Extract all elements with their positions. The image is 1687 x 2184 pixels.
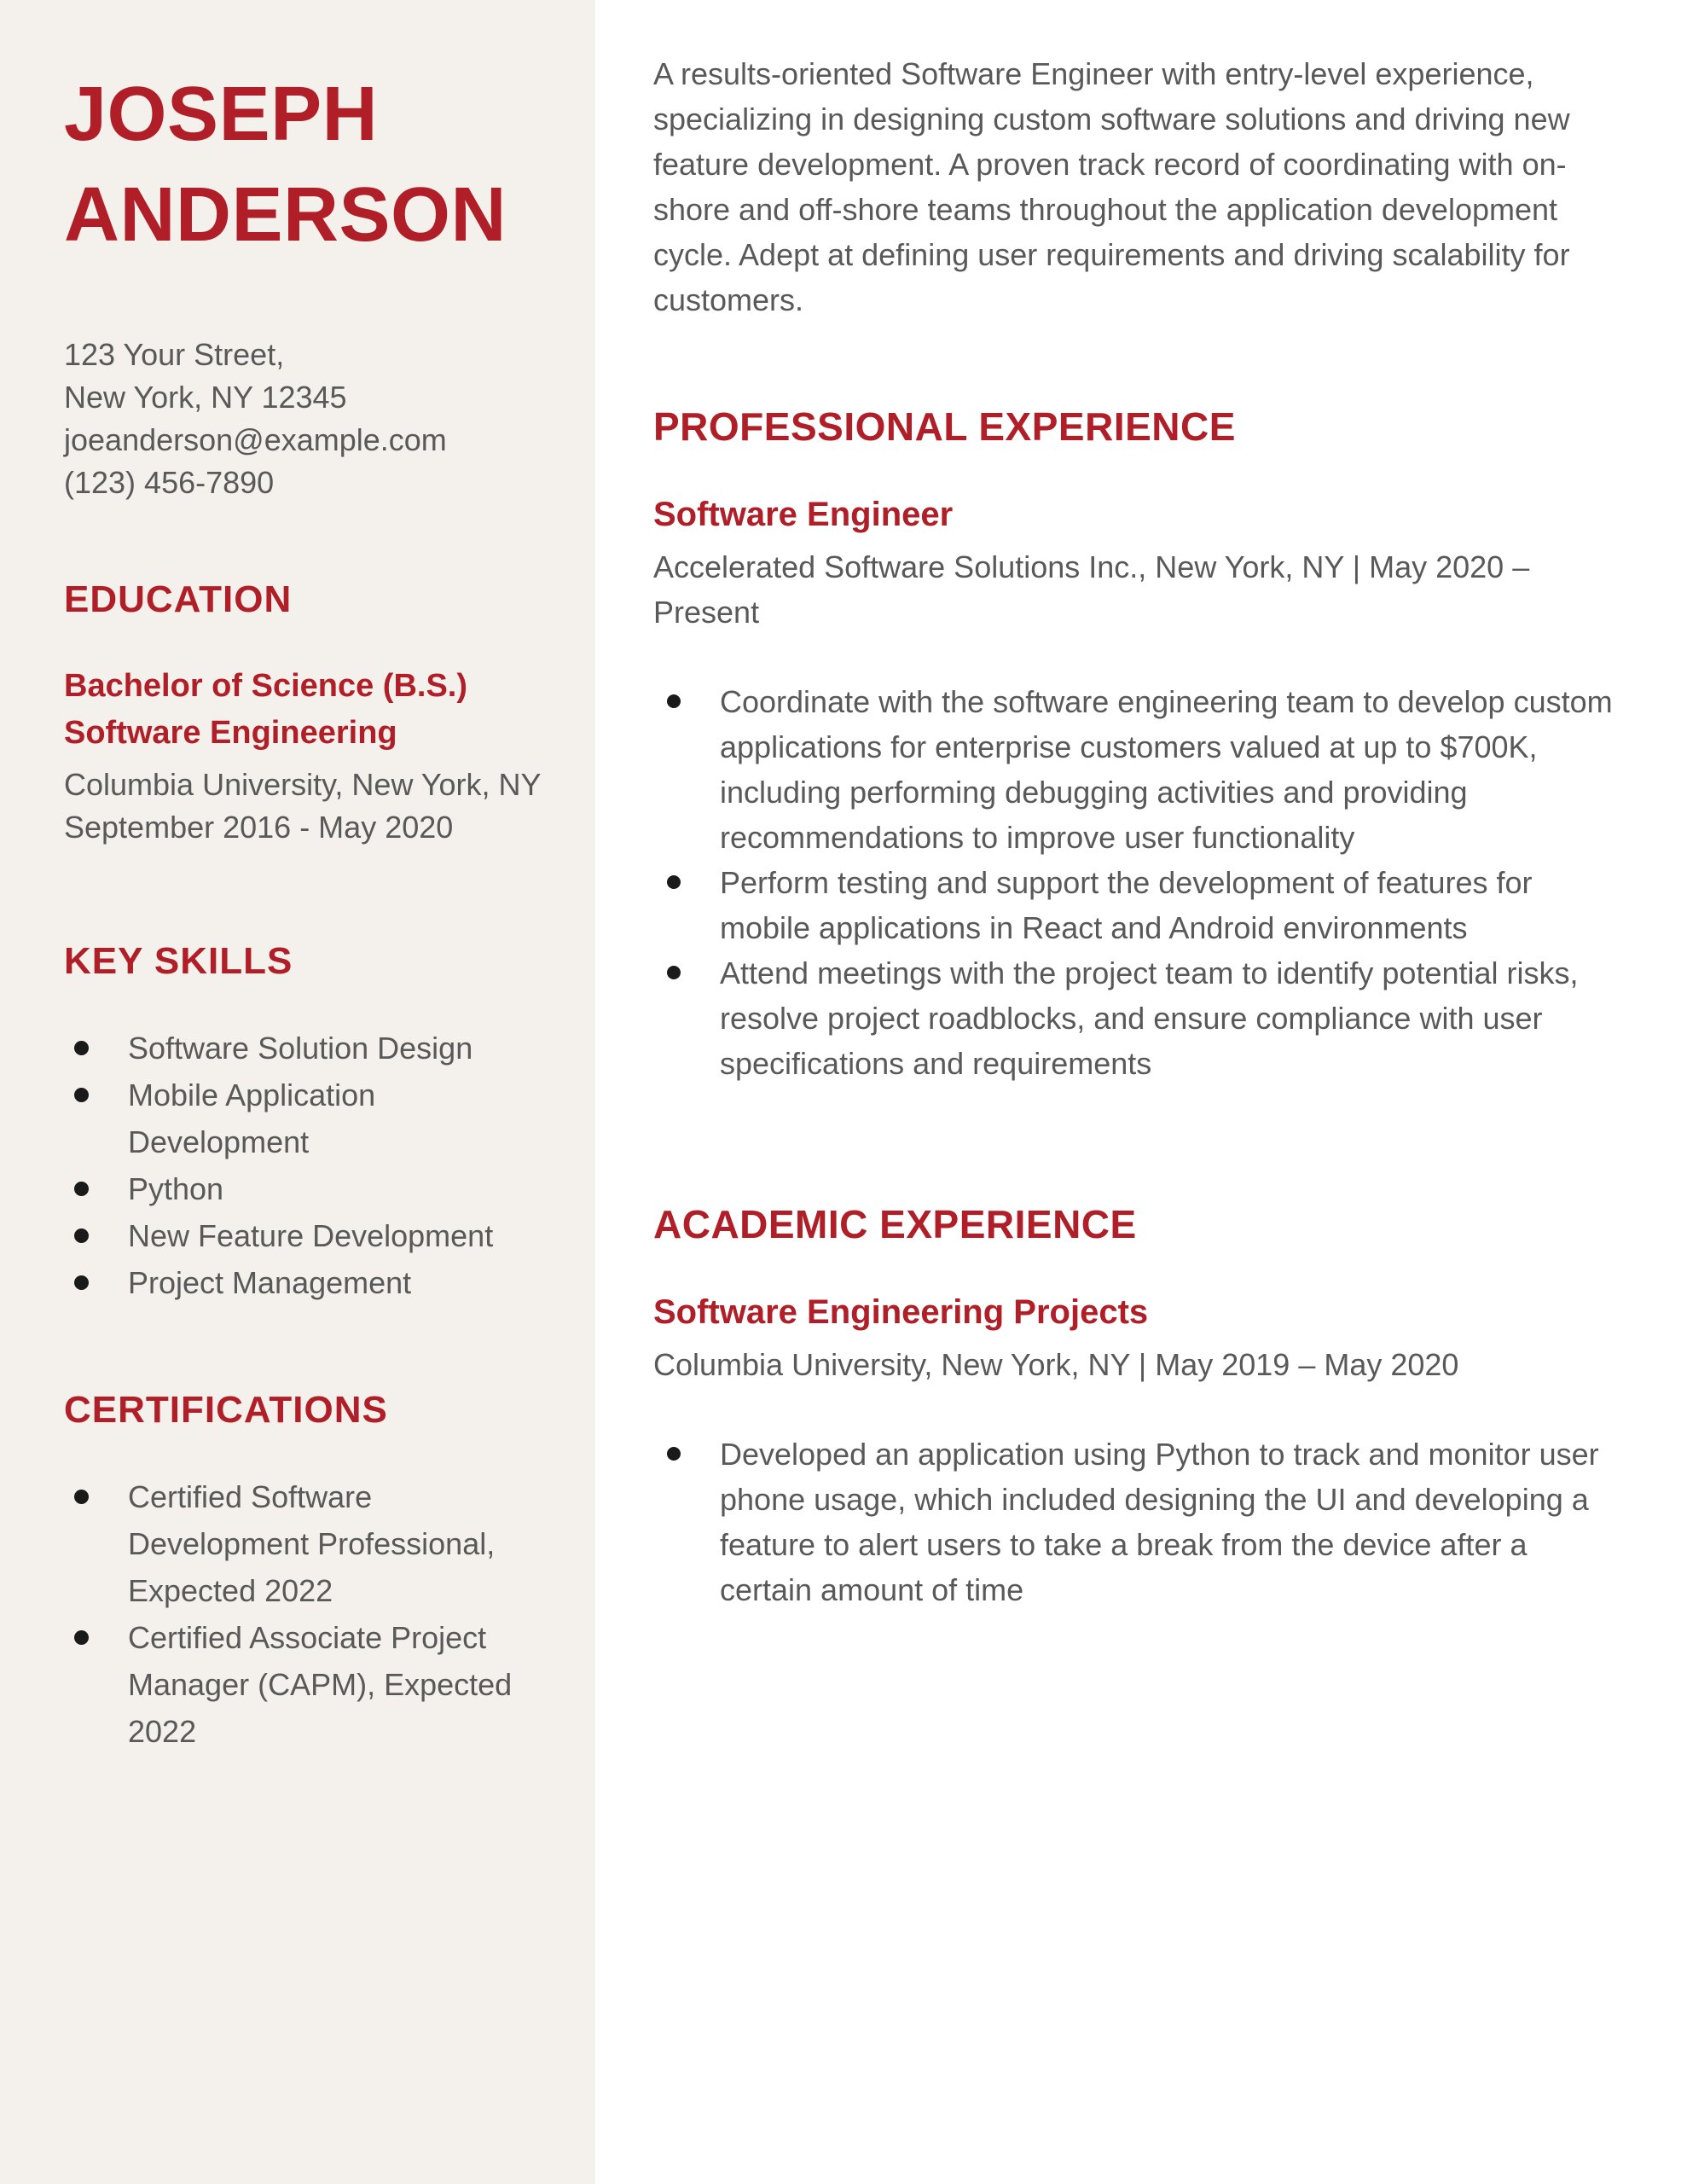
- academic-bullet-list: [653, 1432, 1617, 1612]
- skill-item: Mobile Application Development: [64, 1072, 557, 1165]
- academic-bullet: Developed an application using Python to track and monitor user phone usage, which included designing the UI and developing a feature to alert users to take a break from the device after a certain amount of time: [653, 1432, 1617, 1612]
- education-degree: [64, 663, 557, 757]
- academic-project-title: Software Engineering Projects: [653, 1293, 1149, 1331]
- academic-project-meta: Columbia University, New York, NY | May 2019 – May 2020: [653, 1347, 1459, 1382]
- academic-entry: [653, 1291, 1617, 1612]
- education-school: Columbia University, New York, NY: [64, 767, 542, 802]
- job-meta: Accelerated Software Solutions Inc., New York, NY | May 2020 – Present: [653, 549, 1530, 630]
- job-bullet-list: [653, 679, 1617, 1086]
- job-bullet: Attend meetings with the project team to identify potential risks, resolve project roadblocks, and ensure compliance with user specifications and requirements: [653, 950, 1617, 1086]
- job-entry: [653, 493, 1617, 1086]
- resume-sidebar: [0, 0, 595, 2184]
- candidate-name: [64, 64, 557, 265]
- education-degree-line2: Software Engineering: [64, 715, 397, 751]
- resume-main-column: [595, 0, 1687, 2184]
- education-dates: September 2016 - May 2020: [64, 810, 454, 845]
- certifications-list: [64, 1473, 557, 1755]
- job-bullet: Coordinate with the software engineering team to develop custom applications for enterprise customers valued at up to $700K, including performing debugging activities and providing recommendations to improve user functionality: [653, 679, 1617, 860]
- job-title: Software Engineer: [653, 496, 954, 533]
- professional-summary: A results-oriented Software Engineer with entry-level experience, specializing in designing custom software solutions and driving new feature development. A proven track record of coordinating with on-shore and off-shore teams throughout the application development cycle. Adept at defining user requirements and driving scalability for customers.: [653, 56, 1570, 317]
- contact-address-line1: 123 Your Street,: [64, 337, 285, 372]
- job-bullet: Perform testing and support the development of features for mobile applications in React and Android environments: [653, 860, 1617, 950]
- contact-block: [64, 334, 557, 504]
- education-meta: [64, 764, 557, 849]
- academic-experience-heading: ACADEMIC EXPERIENCE: [653, 1202, 1137, 1246]
- key-skills-heading: KEY SKILLS: [64, 940, 293, 982]
- candidate-last-name: ANDERSON: [64, 172, 507, 258]
- contact-email: joeanderson@example.com: [64, 422, 447, 457]
- skill-item: Project Management: [64, 1259, 557, 1306]
- key-skills-list: [64, 1025, 557, 1306]
- skill-item: New Feature Development: [64, 1212, 557, 1259]
- contact-address-line2: New York, NY 12345: [64, 380, 347, 415]
- certification-item: Certified Software Development Professional, Expected 2022: [64, 1473, 557, 1614]
- education-heading: EDUCATION: [64, 578, 293, 620]
- certification-item: Certified Associate Project Manager (CAPM), Expected 2022: [64, 1614, 557, 1755]
- candidate-first-name: JOSEPH: [64, 72, 379, 157]
- professional-experience-heading: PROFESSIONAL EXPERIENCE: [653, 404, 1236, 449]
- certifications-heading: CERTIFICATIONS: [64, 1389, 388, 1431]
- skill-item: Software Solution Design: [64, 1025, 557, 1072]
- education-degree-line1: Bachelor of Science (B.S.): [64, 668, 468, 704]
- skill-item: Python: [64, 1165, 557, 1212]
- contact-phone: (123) 456-7890: [64, 465, 275, 500]
